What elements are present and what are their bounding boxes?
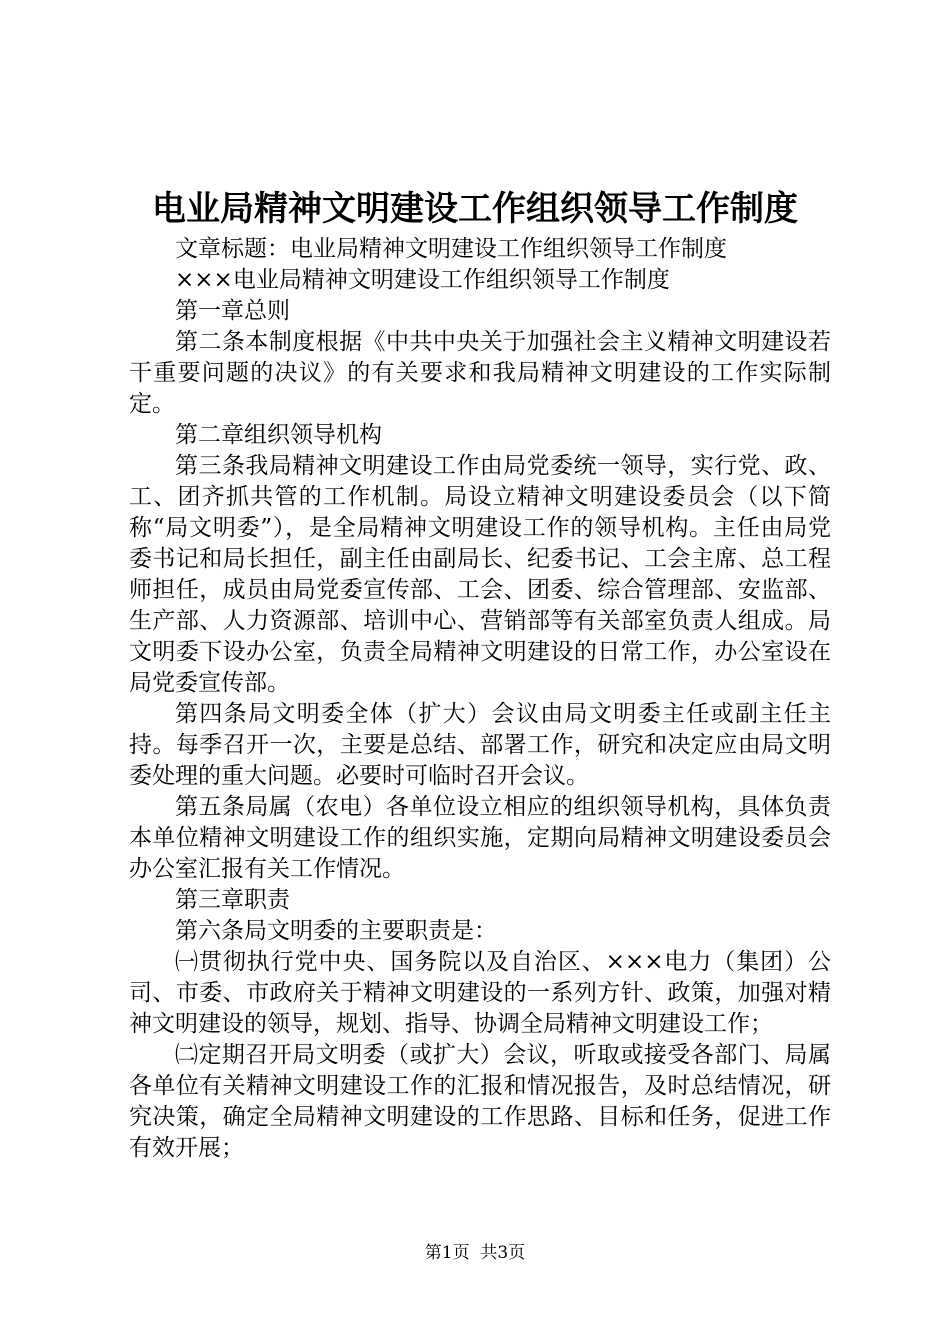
paragraph-article-2: 第二条本制度根据《中共中央关于加强社会主义精神文明建设若干重要问题的决议》的有关要求和我局精神文明建设的工作实际制定。 — [129, 329, 831, 417]
paragraph-item-2: ㈡定期召开局文明委（或扩大）会议，听取或接受各部门、局属各单位有关精神文明建设工作的汇报和情况报告，及时总结情况，研究决策，确定全局精神文明建设的工作思路、目标和任务，促进工作有效开展； — [129, 1042, 831, 1161]
paragraph-article-3: 第三条我局精神文明建设工作由局党委统一领导，实行党、政、工、团齐抓共管的工作机制。局设立精神文明建设委员会（以下简称“局文明委”），是全局精神文明建设工作的领导机构。主任由局党委书记和局长担任，副主任由副局长、纪委书记、工会主席、总工程师担任，成员由局党委宣传部、工会、团委、综合管理部、安监部、生产部、人力资源部、培训中心、营销部等有关部室负责人组成。局文明委下设办公室，负责全局精神文明建设的日常工作，办公室设在局党委宣传部。 — [129, 453, 831, 696]
chapter-heading-1: 第一章总则 — [175, 298, 290, 324]
paragraph-subtitle: ×××电业局精神文明建设工作组织领导工作制度 — [175, 267, 670, 293]
page-number: 第1页 — [424, 1243, 470, 1263]
document-body — [129, 234, 831, 1164]
chapter-heading-2: 第二章组织领导机构 — [175, 422, 382, 448]
paragraph-article-5: 第五条局属（农电）各单位设立相应的组织领导机构，具体负责本单位精神文明建设工作的组织实施，定期向局精神文明建设委员会办公室汇报有关工作情况。 — [129, 794, 831, 882]
paragraph-article-title: 文章标题：电业局精神文明建设工作组织领导工作制度 — [175, 236, 727, 262]
paragraph-article-6: 第六条局文明委的主要职责是： — [175, 918, 497, 944]
paragraph-article-4: 第四条局文明委全体（扩大）会议由局文明委主任或副主任主持。每季召开一次，主要是总结、部署工作，研究和决定应由局文明委处理的重大问题。必要时可临时召开会议。 — [129, 701, 831, 789]
chapter-heading-3: 第三章职责 — [175, 887, 290, 913]
document-title: 电业局精神文明建设工作组织领导工作制度 — [152, 189, 798, 229]
page-total: 共3页 — [480, 1243, 526, 1263]
paragraph-item-1: ㈠贯彻执行党中央、国务院以及自治区、×××电力（集团）公司、市委、市政府关于精神文明建设的一系列方针、政策，加强对精神文明建设的领导，规划、指导、协调全局精神文明建设工作； — [129, 949, 831, 1037]
page-footer — [0, 1241, 950, 1265]
